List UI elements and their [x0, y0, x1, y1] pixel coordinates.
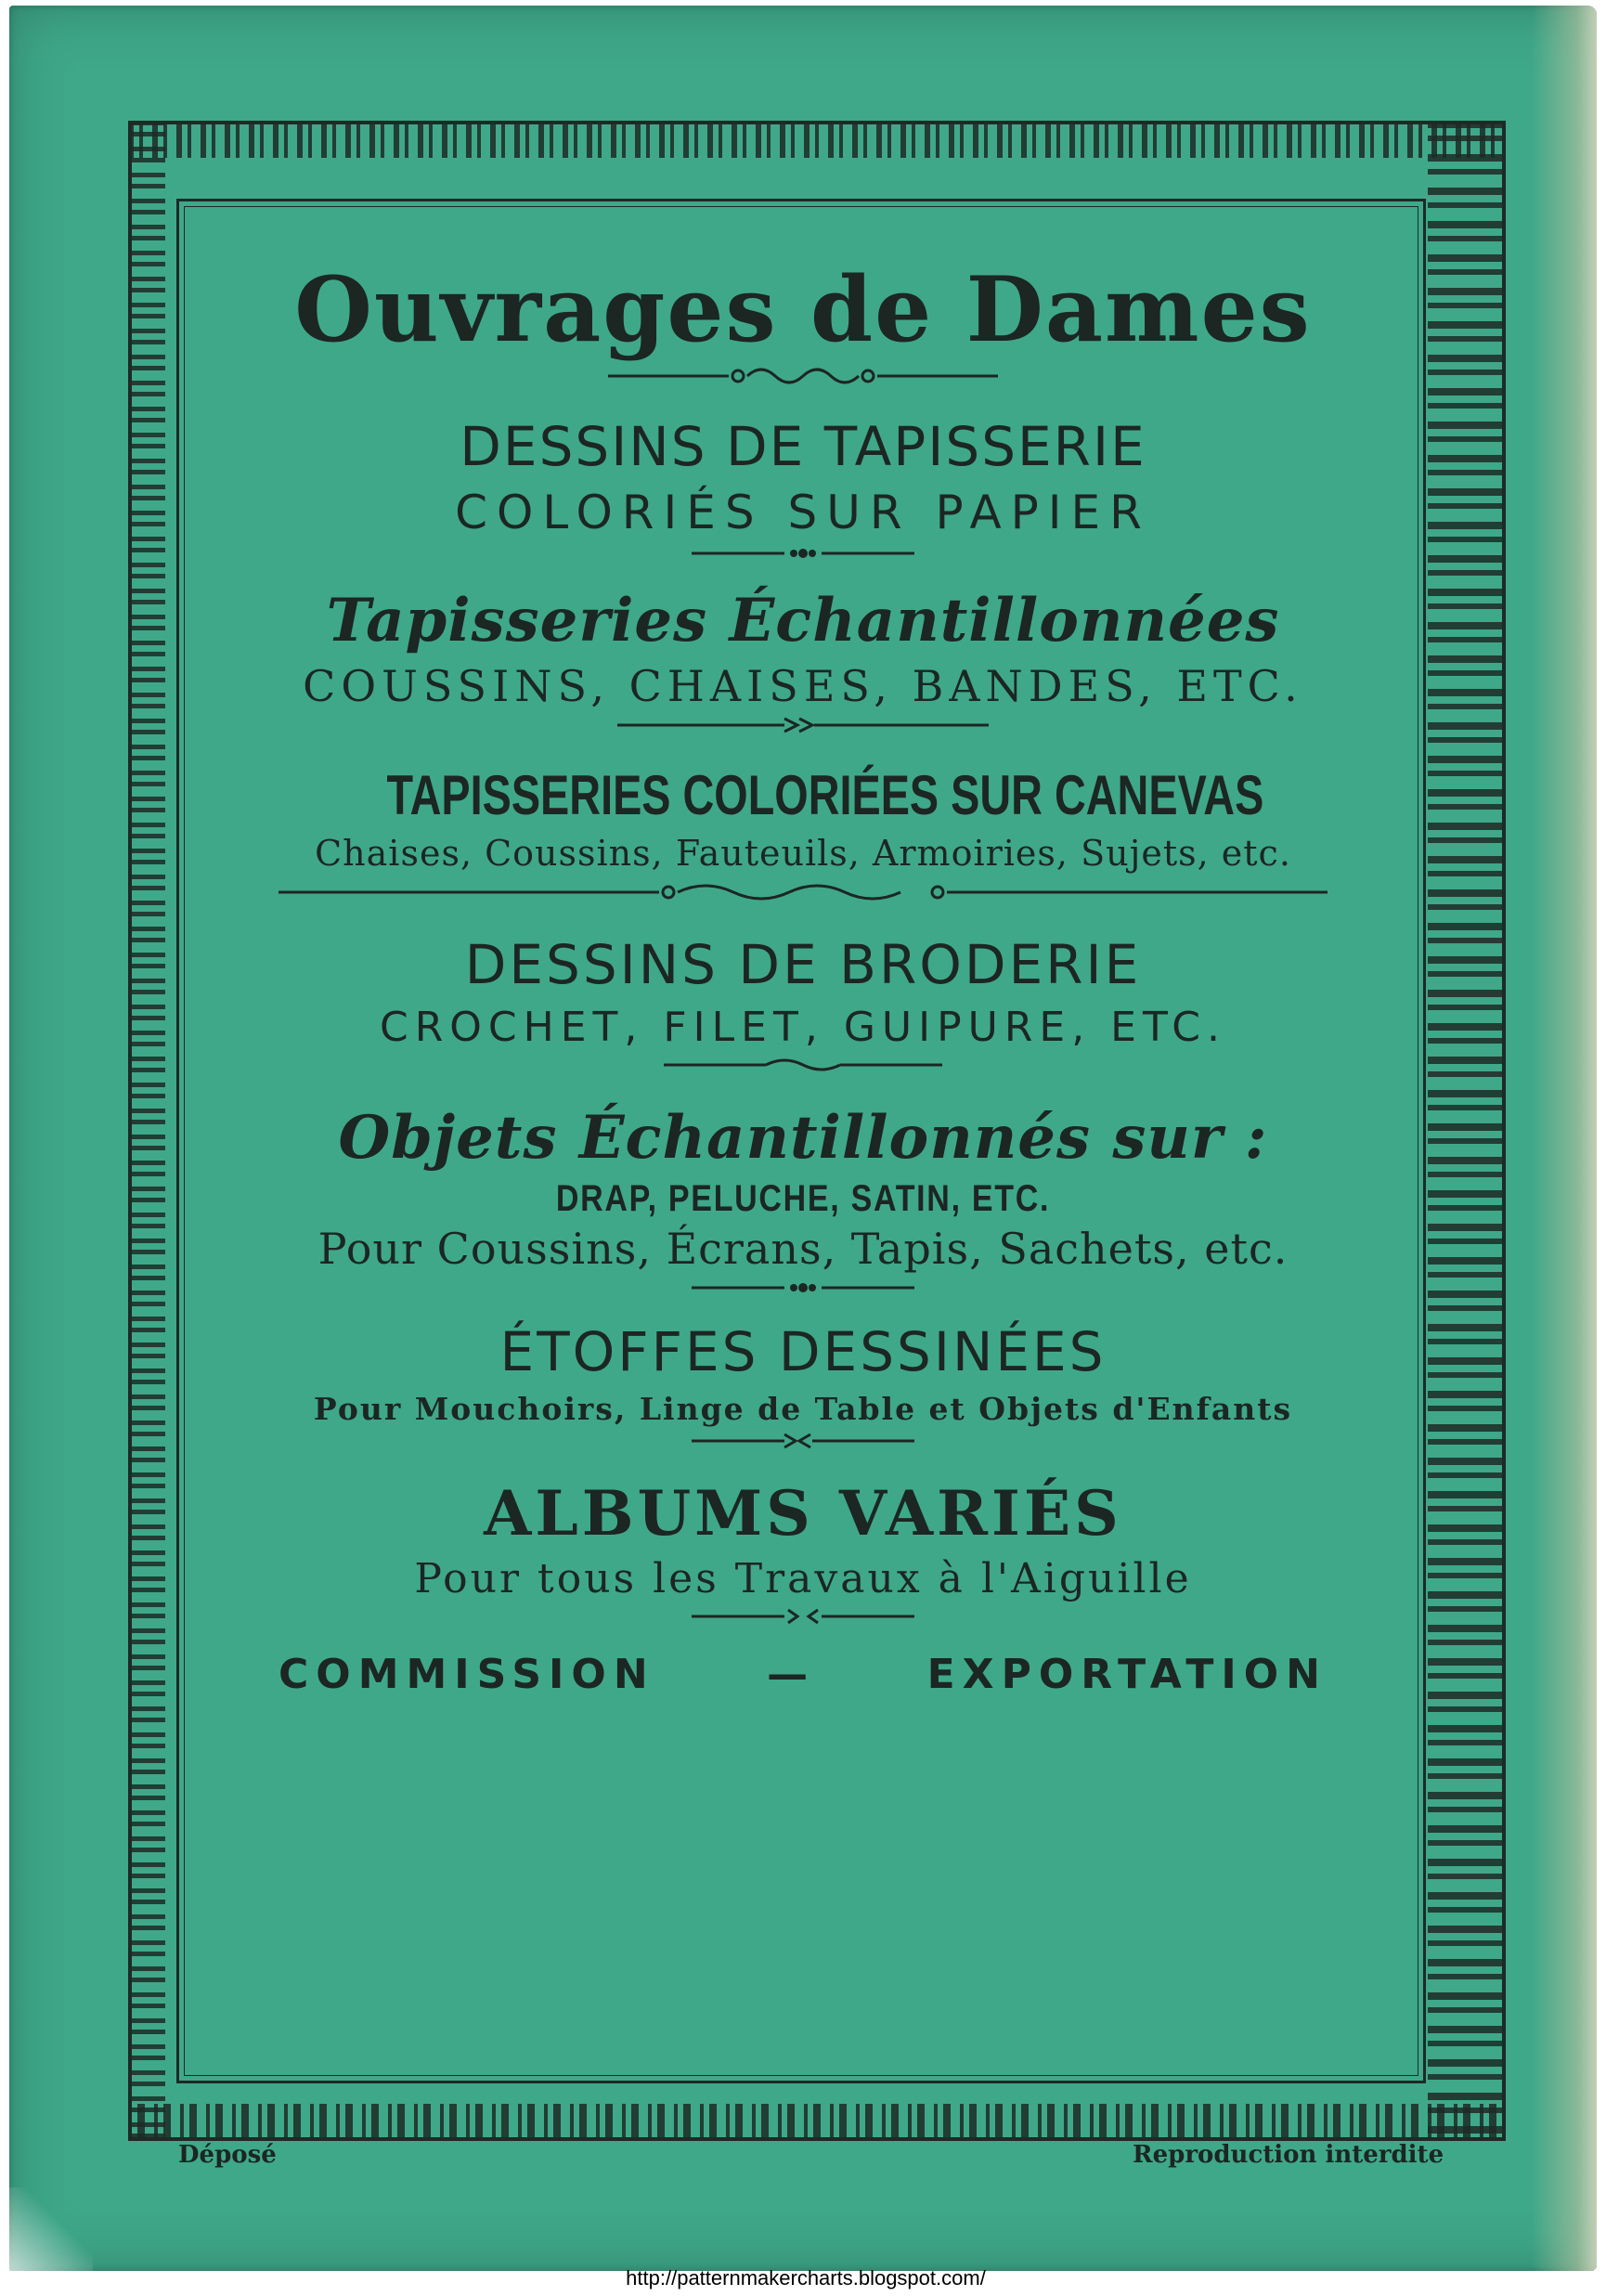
section-2-heading: Tapisseries Échantillonnées — [326, 585, 1280, 655]
section-2-sub: COUSSINS, CHAISES, BANDES, ETC. — [303, 660, 1303, 711]
section-1-sub: COLORIÉS SUR PAPIER — [455, 485, 1151, 539]
section-4-sub: CROCHET, FILET, GUIPURE, ETC. — [379, 1003, 1226, 1051]
section-7-heading: ALBUMS VARIÉS — [484, 1476, 1122, 1550]
section-4-heading: DESSINS DE BRODERIE — [464, 932, 1142, 996]
note-reproduction: Reproduction interdite — [1133, 2141, 1444, 2169]
arrow-divider-icon-2 — [692, 1427, 914, 1455]
cover-content — [269, 251, 1337, 1698]
footer-exportation: EXPORTATION — [926, 1650, 1328, 1698]
dot-divider-icon — [692, 539, 914, 567]
source-url[interactable]: http://patternmakercharts.blogspot.com/ — [626, 2266, 986, 2290]
cover-title: Ouvrages de Dames — [294, 257, 1312, 362]
section-5-sub2: Pour Coussins, Écrans, Tapis, Sachets, etc. — [317, 1223, 1289, 1274]
section-6-sub: Pour Mouchoirs, Linge de Table et Objets d'Enfants — [313, 1390, 1293, 1427]
arrow-divider-icon — [617, 711, 989, 739]
separator-short-2 — [269, 1274, 1337, 1320]
separator-short — [269, 539, 1337, 586]
section-5-heading: Objets Échantillonnés sur : — [338, 1102, 1268, 1173]
footer-row — [278, 1651, 1328, 1698]
dot-divider-icon-2 — [692, 1274, 914, 1302]
footer-dash: — — [767, 1650, 816, 1698]
section-1-heading: DESSINS DE TAPISSERIE — [460, 414, 1146, 478]
flourish-divider-icon — [608, 357, 998, 395]
separator-long — [269, 874, 1337, 933]
separator-small — [269, 1602, 1337, 1651]
section-6-heading: ÉTOFFES DESSINÉES — [499, 1319, 1107, 1383]
worn-edge — [1532, 6, 1597, 2271]
worn-corner — [9, 2187, 93, 2271]
separator-wave — [269, 1051, 1337, 1103]
bracket-divider-icon — [692, 1602, 914, 1630]
flourish-divider-long-icon — [278, 874, 1328, 911]
section-3-heading: TAPISSERIES COLORIÉES SUR CANEVAS — [386, 763, 1264, 826]
section-7-sub: Pour tous les Travaux à l'Aiguille — [414, 1554, 1192, 1602]
section-3-sub: Chaises, Coussins, Fauteuils, Armoiries, Sujets, etc. — [315, 832, 1291, 874]
note-depose: Déposé — [178, 2141, 277, 2169]
separator-arrow-2 — [269, 1427, 1337, 1477]
wave-divider-icon — [664, 1051, 942, 1079]
separator-medium — [269, 711, 1337, 763]
section-5-sub: DRAP, PELUCHE, SATIN, ETC. — [555, 1177, 1051, 1219]
footer-commission: COMMISSION — [278, 1650, 655, 1698]
separator-ornament — [269, 357, 1337, 415]
